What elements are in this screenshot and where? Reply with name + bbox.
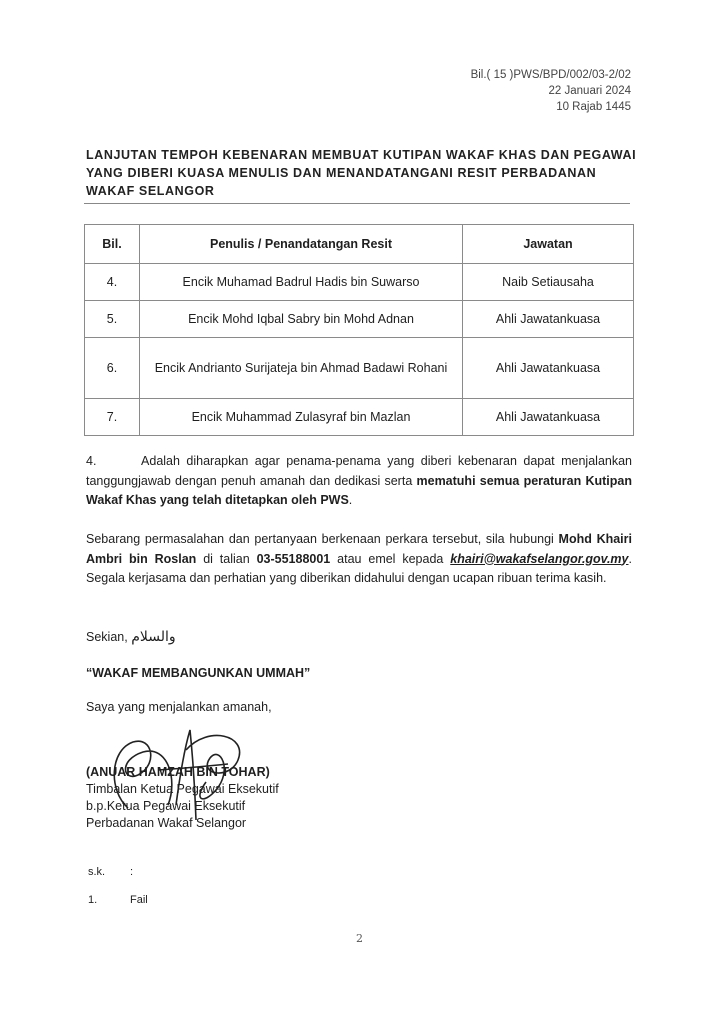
row-no: 7. [85, 399, 140, 436]
contact-text-1: Sebarang permasalahan dan pertanyaan berkenaan perkara tersebut, sila hubungi [86, 532, 554, 546]
contact-text-3: atau emel kepada [337, 551, 444, 566]
row-position: Naib Setiausaha [463, 264, 634, 301]
contact-text-4: . Segala kerjasama dan perhatian yang diberikan didahului dengan ucapan ribuan terima kasih. [86, 551, 632, 585]
salam-text: والسلام [131, 629, 176, 645]
row-position: Ahli Jawatankuasa [463, 399, 634, 436]
cc-colon: : [130, 866, 134, 878]
header-position: Jawatan [463, 225, 634, 264]
signatory-name: (ANUAR HAMZAH BIN TOHAR) [86, 765, 270, 779]
document-title: LANJUTAN TEMPOH KEBENARAN MEMBUAT KUTIPAN WAKAF KHAS DAN PEGAWAI YANG DIBERI KUASA MENULIS DAN MENANDATANGANI RESIT PERBADANAN WAKAF SELANGOR [86, 148, 637, 198]
row-position: Ahli Jawatankuasa [463, 301, 634, 338]
contact-email-link[interactable]: khairi@wakafselangor.gov.my [450, 551, 629, 566]
header-no: Bil. [85, 225, 140, 264]
table-row [85, 338, 634, 399]
table-header-row [85, 225, 634, 264]
signatory-block [86, 764, 632, 832]
row-name: Encik Muhammad Zulasyraf bin Mazlan [140, 399, 463, 436]
cc-item-number: 1. [88, 894, 98, 906]
row-name: Encik Andrianto Surijateja bin Ahmad Badawi Rohani [140, 338, 463, 399]
signatory-title-3: Perbadanan Wakaf Selangor [86, 816, 247, 830]
cc-label: s.k. [88, 866, 106, 878]
contact-name: Mohd Khairi Ambri bin Roslan [86, 532, 632, 566]
row-name: Encik Mohd Iqbal Sabry bin Mohd Adnan [140, 301, 463, 338]
closing-sekian [86, 628, 632, 648]
paragraph-number: 4. [86, 454, 97, 468]
row-no: 6. [85, 338, 140, 399]
page-number: 2 [356, 932, 363, 945]
table-row [85, 399, 634, 436]
header-name: Penulis / Penandatangan Resit [140, 225, 463, 264]
row-no: 4. [85, 264, 140, 301]
contact-text-2: di talian [203, 551, 250, 566]
row-position: Ahli Jawatankuasa [463, 338, 634, 399]
table-row [85, 301, 634, 338]
date-hijri: 10 Rajab 1445 [556, 101, 631, 113]
sekian-text: Sekian, [86, 630, 128, 644]
table-row [85, 264, 634, 301]
reference-block [471, 67, 631, 115]
paragraph-4 [86, 452, 632, 511]
title-divider [84, 203, 630, 204]
cc-item: Fail [130, 894, 148, 906]
contact-phone: 03-55188001 [256, 551, 331, 566]
amanah-text: Saya yang menjalankan amanah, [86, 700, 272, 714]
paragraph-bold-text: mematuhi semua peraturan Kutipan Wakaf Khas yang telah ditetapkan oleh PWS [86, 473, 632, 507]
contact-paragraph [86, 530, 632, 589]
reference-number: Bil.( 15 )PWS/BPD/002/03-2/02 [470, 69, 631, 81]
row-no: 5. [85, 301, 140, 338]
signatory-title-2: b.p.Ketua Pegawai Eksekutif [86, 799, 246, 813]
paragraph-text: Adalah diharapkan agar penama-penama yang diberi kebenaran dapat menjalankan tanggungjawab dengan penuh amanah dan dedikasi serta [86, 454, 632, 488]
signatory-title-1: Timbalan Ketua Pegawai Eksekutif [86, 782, 279, 796]
row-name: Encik Muhamad Badrul Hadis bin Suwarso [140, 264, 463, 301]
paragraph-end: . [348, 493, 353, 507]
date-gregorian: 22 Januari 2024 [548, 85, 631, 97]
writers-table [84, 224, 634, 436]
motto: “WAKAF MEMBANGUNKAN UMMAH” [86, 666, 311, 680]
